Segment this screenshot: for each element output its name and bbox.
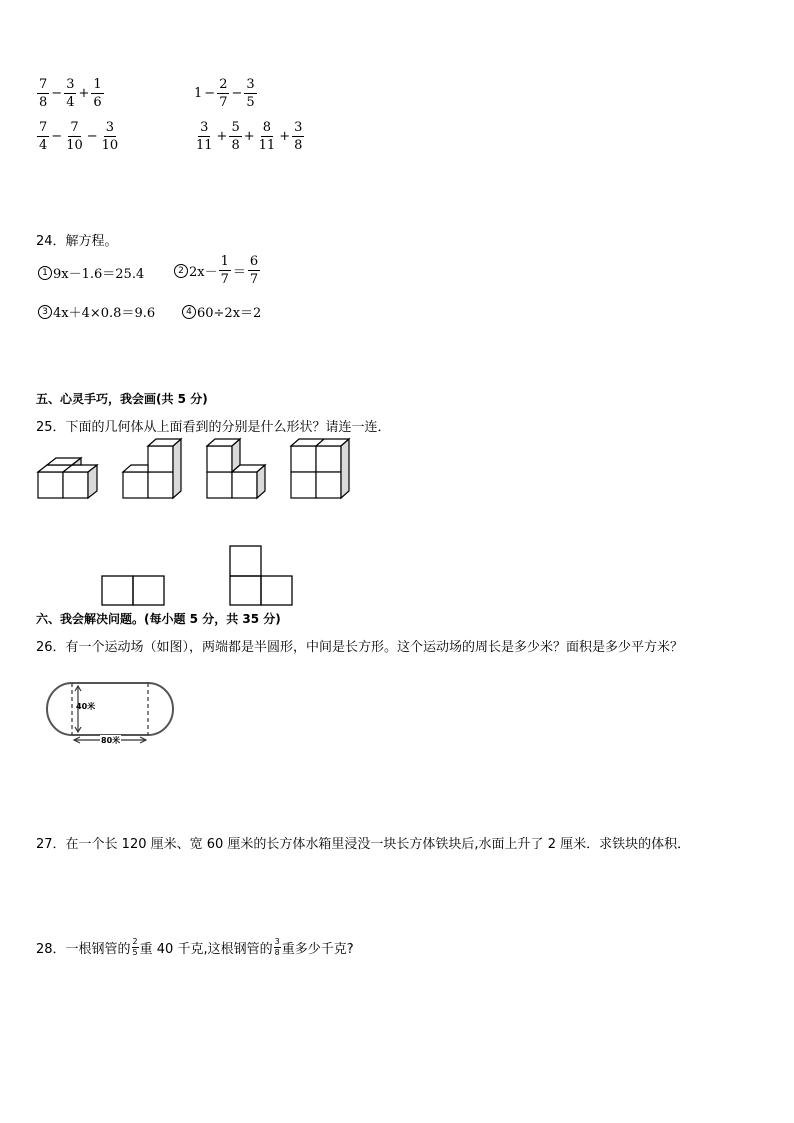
q26-width-label: 80米: [101, 736, 121, 745]
fraction: $\frac{6}{7}$: [249, 254, 259, 287]
fraction: $\frac{1}{6}$: [93, 77, 102, 110]
circled-number: 4: [182, 305, 196, 319]
q26-title: 26．有一个运动场（如图），两端都是半圆形，中间是长方形。这个运动场的周长是多少米？面积是多少平方米？: [36, 640, 684, 655]
fraction: $\frac{2}{7}$: [219, 77, 228, 110]
circled-number: 1: [38, 266, 52, 280]
fraction: $\frac{7}{10}$: [66, 120, 83, 153]
q25-title: 25．下面的几何体从上面看到的分别是什么形状？请连一连．: [36, 420, 391, 435]
q28-title: 28．一根钢管的 $\frac{2}{5}$ 重 40 千克,这根钢管的 $\frac{3}{8}$ 重多少千克?: [36, 937, 354, 957]
fraction: $\frac{3}{5}$: [246, 77, 255, 110]
fraction: $\frac{2}{5}$: [132, 937, 138, 957]
fraction: $\frac{3}{8}$: [294, 120, 303, 153]
q24-title: 24．解方程。: [36, 234, 118, 249]
solid-4: [291, 439, 349, 498]
solid-3: [207, 439, 265, 498]
fraction: $\frac{3}{8}$: [274, 937, 280, 957]
circled-number: 3: [38, 305, 52, 319]
circled-number: 2: [174, 264, 188, 278]
top-view-1: [102, 576, 164, 605]
calc-expression-3: $\frac{7}{4}$ − $\frac{7}{10}$ − $\frac{3}{10}$: [39, 120, 119, 153]
calc-expression-4: $\frac{3}{11}$ + $\frac{5}{8}$ + $\frac{8}{11}$ + $\frac{3}{8}$: [196, 120, 303, 153]
section-5-heading: 五、心灵手巧，我会画(共 5 分): [36, 392, 208, 406]
top-view-2: [230, 546, 292, 605]
fraction: $\frac{3}{11}$: [196, 120, 213, 153]
q26-height-label: 40米: [76, 702, 96, 711]
q27-title: 27．在一个长 120 厘米、宽 60 厘米的长方体水箱里浸没一块长方体铁块后,水面上升了 2 厘米．求铁块的体积．: [36, 837, 691, 852]
fraction: $\frac{1}{7}$: [220, 254, 229, 287]
fraction: $\frac{3}{4}$: [66, 77, 75, 110]
solid-1: [38, 458, 97, 498]
fraction: $\frac{5}{8}$: [231, 120, 240, 153]
fraction: $\frac{7}{4}$: [39, 120, 48, 153]
q24-equation-3: 3 4x＋4×0.8＝9.6: [38, 302, 155, 321]
section-6-heading: 六、我会解决问题。(每小题 5 分，共 35 分): [36, 612, 281, 626]
fraction: $\frac{8}{11}$: [258, 120, 276, 153]
calc-expression-1: $\frac{7}{8}$ − $\frac{3}{4}$ + $\frac{1}{6}$: [39, 77, 102, 110]
q24-equation-4: 4 60÷2x＝2: [182, 302, 261, 321]
q24-equation-2: 2 2x－ $\frac{1}{7}$ ＝ $\frac{6}{7}$: [174, 255, 261, 286]
fraction: $\frac{7}{8}$: [39, 77, 48, 110]
fraction: $\frac{3}{10}$: [101, 120, 119, 153]
q24-equation-1: 1 9x－1.6＝25.4: [38, 263, 144, 282]
solid-2: [123, 439, 181, 498]
calc-expression-2: 1 − $\frac{2}{7}$ − $\frac{3}{5}$: [194, 77, 255, 110]
